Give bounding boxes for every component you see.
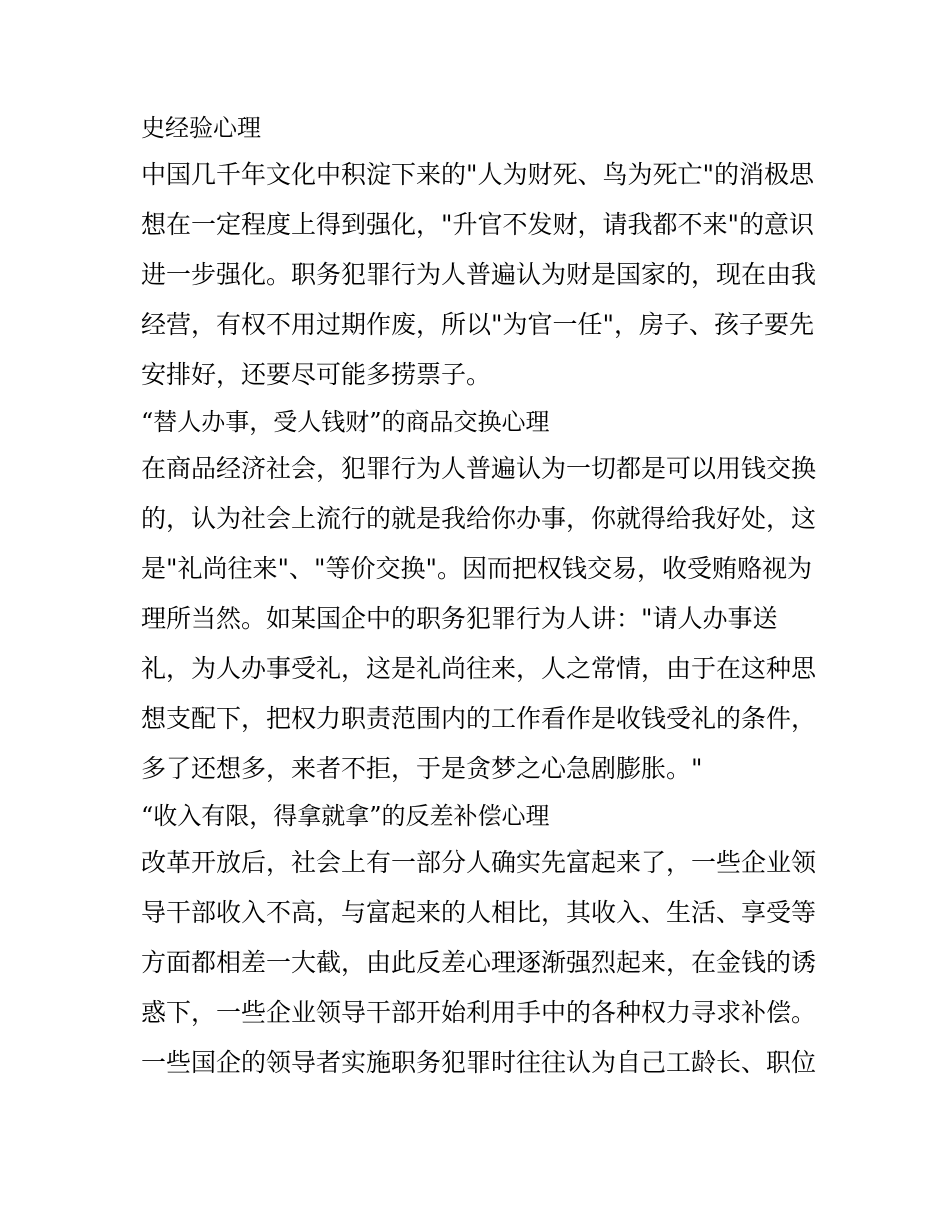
paragraph-line: 礼，为人办事受礼，这是礼尚往来，人之常情，由于在这种思 [141,654,817,683]
paragraph-line: 在商品经济社会，犯罪行为人普遍认为一切都是可以用钱交换 [141,454,817,483]
paragraph-line: 的，认为社会上流行的就是我给你办事，你就得给我好处，这 [141,504,817,533]
paragraph-line: 中国几千年文化中积淀下来的"人为财死、鸟为死亡"的消极思 [141,160,815,189]
paragraph-line: 想在一定程度上得到强化，"升官不发财，请我都不来"的意识 [141,210,815,239]
paragraph-line: 经营，有权不用过期作废，所以"为官一任"，房子、孩子要先 [141,310,815,339]
paragraph-line: 导干部收入不高，与富起来的人相比，其收入、生活、享受等 [141,898,817,927]
section-heading-history-experience: 史经验心理 [141,114,261,142]
paragraph-line: 是"礼尚往来"、"等价交换"。因而把权钱交易，收受贿赂视为 [141,554,812,583]
paragraph-line: 多了还想多，来者不拒，于是贪梦之心急剧膨胀。" [141,754,703,783]
paragraph-line: 一些国企的领导者实施职务犯罪时往往认为自己工龄长、职位 [141,1048,817,1077]
paragraph-line: 理所当然。如某国企中的职务犯罪行为人讲："请人办事送 [141,604,778,633]
paragraph-line: 改革开放后，社会上有一部分人确实先富起来了，一些企业领 [141,848,817,877]
paragraph-line: 安排好，还要尽可能多捞票子。 [141,360,492,389]
section-heading-compensation: “收入有限，得拿就拿”的反差补偿心理 [141,802,550,830]
paragraph-line: 进一步强化。职务犯罪行为人普遍认为财是国家的，现在由我 [141,260,817,289]
document-body [141,106,821,1088]
section-heading-commodity-exchange: “替人办事，受人钱财”的商品交换心理 [141,408,550,436]
paragraph-line: 方面都相差一大截，由此反差心理逐渐强烈起来，在金钱的诱 [141,948,817,977]
paragraph-line: 惑下，一些企业领导干部开始利用手中的各种权力寻求补偿。 [141,998,817,1027]
paragraph-line: 想支配下，把权力职责范围内的工作看作是收钱受礼的条件， [141,704,817,733]
